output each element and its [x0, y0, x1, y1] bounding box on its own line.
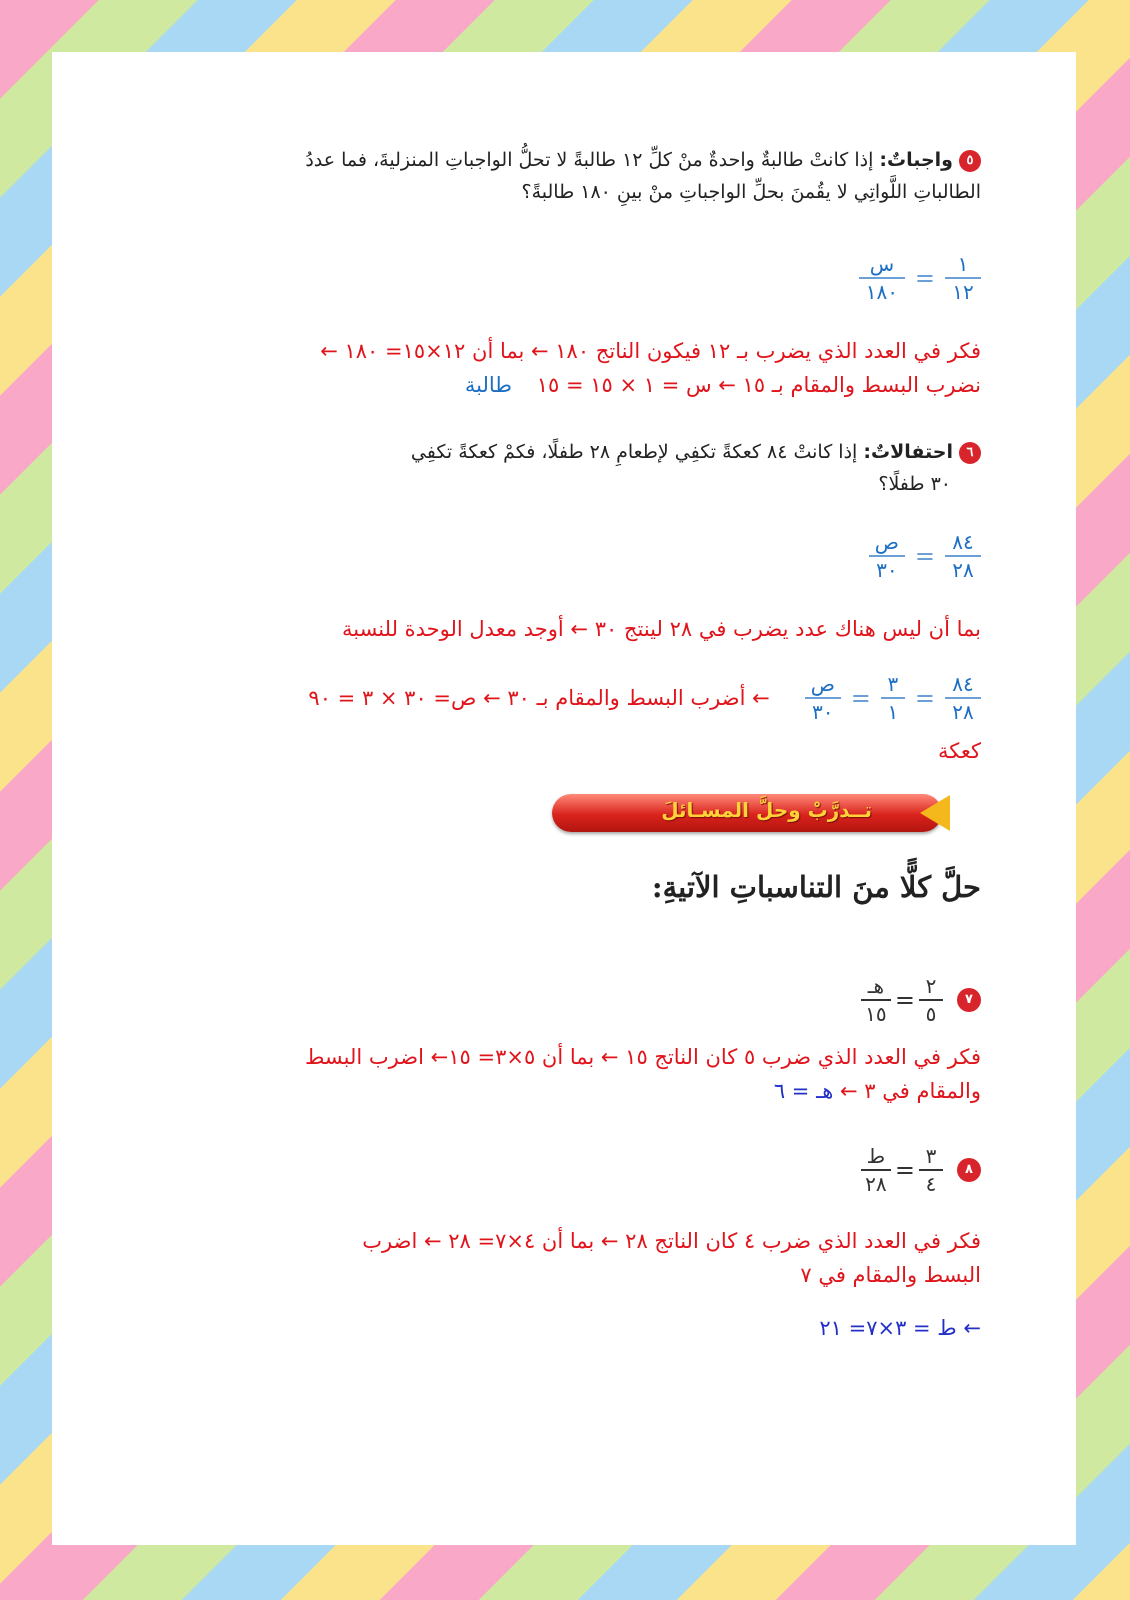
q5-solution-line-2 [161, 368, 981, 402]
q6-fraction-right-denominator: ٣٠ [876, 558, 898, 582]
q6-fraction-left-numerator: ٨٤ [952, 530, 974, 554]
q5-fraction-left-denominator: ١٢ [952, 280, 974, 304]
equals-sign: = [894, 1156, 915, 1184]
question-5-proportion [859, 252, 981, 304]
question-6 [341, 436, 981, 500]
equals-sign: = [914, 684, 935, 712]
q5-fraction-right-denominator: ١٨٠ [865, 280, 899, 304]
q8-solution-line-2: البسط والمقام في ٧ [800, 1263, 981, 1287]
q6-fraction-right [869, 530, 905, 582]
q7-fraction-right-denominator: ١٥ [865, 1002, 887, 1026]
worksheet-page [52, 52, 1076, 1545]
question-5-badge: ٥ [959, 150, 981, 172]
question-7-proportion [861, 974, 981, 1026]
q8-fraction-left-numerator: ٣ [925, 1144, 937, 1168]
q6-solution-fraction-1 [945, 672, 981, 724]
q6-fraction-left [945, 530, 981, 582]
question-8-answer: ← ط = ٣×٧= ٢١ [819, 1316, 981, 1340]
q6-solution-fraction-1-denominator: ٢٨ [952, 700, 974, 724]
question-5-text-2: الطالباتِ اللَّواتِي لا يقُمنَ بحلِّ الواجباتِ منْ بينِ ١٨٠ طالبةً؟ [521, 181, 981, 203]
q6-solution-fraction-2-denominator: ١ [887, 700, 899, 724]
q7-fraction-right [861, 974, 891, 1026]
question-5 [281, 144, 981, 208]
q8-fraction-left [919, 1144, 943, 1196]
question-5-solution [161, 334, 981, 402]
q5-solution-unit: طالبة [464, 373, 513, 397]
q6-fraction-right-numerator: ص [874, 530, 899, 554]
q8-fraction-right-numerator: ط [866, 1144, 886, 1168]
q6-solution-fraction-2-numerator: ٣ [887, 672, 899, 696]
fraction-bar [919, 999, 943, 1001]
q5-fraction-right-numerator: س [869, 252, 895, 276]
q5-fraction-right [859, 252, 905, 304]
question-6-proportion [869, 530, 981, 582]
q7-solution-line-1: فكر في العدد الذي ضرب ٥ كان الناتج ١٥ ← بما أن ٥×٣= ١٥← اضرب البسط [305, 1045, 981, 1069]
fraction-bar [919, 1169, 943, 1171]
q7-solution-line-2-text: والمقام في ٣ ← [840, 1079, 981, 1103]
q5-fraction-left [945, 252, 981, 304]
q7-fraction-right-numerator: هـ [867, 974, 885, 998]
practice-banner [552, 794, 942, 832]
question-6-solution-line-3: كعكة [938, 739, 981, 763]
section-heading: حلَّ كلًّا منَ التناسباتِ الآتيةِ: [651, 870, 981, 904]
q7-solution-line-2 [161, 1074, 981, 1108]
equals-sign: = [914, 264, 935, 292]
fraction-bar [945, 697, 981, 699]
practice-banner-title: تــدرَّبْ وحلَّ المسـائلَ [661, 798, 872, 822]
fraction-bar [861, 1169, 891, 1171]
question-6-title: احتفالاتٌ: [863, 441, 953, 463]
q6-solution-fraction-1-numerator: ٨٤ [952, 672, 974, 696]
question-6-text-1: إذا كانتْ ٨٤ كعكةً تكفِي لإطعامِ ٢٨ طفلًا، فكمْ كعكةً تكفِي [410, 441, 858, 463]
fraction-bar [881, 697, 905, 699]
equals-sign: = [850, 684, 871, 712]
q6-solution-line-2-text: ← أضرب البسط والمقام بـ ٣٠ ← ص= ٣٠ × ٣ = ٩٠ [308, 686, 770, 710]
question-5-text-1: إذا كانتْ طالبةٌ واحدةٌ منْ كلِّ ١٢ طالبةً لا تحلُّ الواجباتِ المنزليةَ، فما عددُ [305, 149, 874, 171]
fraction-bar [869, 555, 905, 557]
q6-solution-fraction-3-numerator: ص [810, 672, 835, 696]
question-7-solution [161, 1040, 981, 1108]
q8-fraction-left-denominator: ٤ [925, 1172, 937, 1196]
q8-solution-line-1: فكر في العدد الذي ضرب ٤ كان الناتج ٢٨ ← بما أن ٤×٧= ٢٨ ← اضرب [362, 1229, 981, 1253]
equals-sign: = [894, 986, 915, 1014]
q5-solution-line-1: فكر في العدد الذي يضرب بـ ١٢ فيكون الناتج ١٨٠ ← بما أن ١٢×١٥= ١٨٠ ← [320, 339, 981, 363]
fraction-bar [861, 999, 891, 1001]
question-6-solution-line-1: بما أن ليس هناك عدد يضرب في ٢٨ لينتج ٣٠ ← أوجد معدل الوحدة للنسبة [341, 617, 981, 641]
q7-solution-answer: هـ = ٦ [773, 1079, 834, 1103]
fraction-bar [805, 697, 841, 699]
q6-solution-fraction-2 [881, 672, 905, 724]
q6-solution-fraction-3 [805, 672, 841, 724]
fraction-bar [945, 277, 981, 279]
banner-arrow-icon [920, 795, 950, 831]
q6-fraction-left-denominator: ٢٨ [952, 558, 974, 582]
question-5-title: واجباتٌ: [879, 149, 953, 171]
question-6-text-2: ٣٠ طفلًا؟ [878, 473, 951, 495]
q7-fraction-left [919, 974, 943, 1026]
question-7-badge: ٧ [957, 988, 981, 1012]
fraction-bar [859, 277, 905, 279]
question-6-line-1 [341, 436, 981, 468]
question-8-proportion [861, 1144, 981, 1196]
q7-fraction-left-denominator: ٥ [925, 1002, 937, 1026]
question-6-badge: ٦ [959, 442, 981, 464]
question-8-solution [181, 1224, 981, 1292]
equals-sign: = [914, 542, 935, 570]
q8-fraction-right-denominator: ٢٨ [865, 1172, 887, 1196]
question-6-solution-line-2 [308, 672, 981, 724]
q5-fraction-left-numerator: ١ [957, 252, 969, 276]
fraction-bar [945, 555, 981, 557]
question-5-line-1 [281, 144, 981, 176]
question-8-badge: ٨ [957, 1158, 981, 1182]
q6-solution-fraction-3-denominator: ٣٠ [812, 700, 834, 724]
q8-fraction-right [861, 1144, 891, 1196]
q7-fraction-left-numerator: ٢ [925, 974, 937, 998]
q5-solution-line-2-text: نضرب البسط والمقام بـ ١٥ ← س = ١ × ١٥ = ١٥ [536, 373, 981, 397]
